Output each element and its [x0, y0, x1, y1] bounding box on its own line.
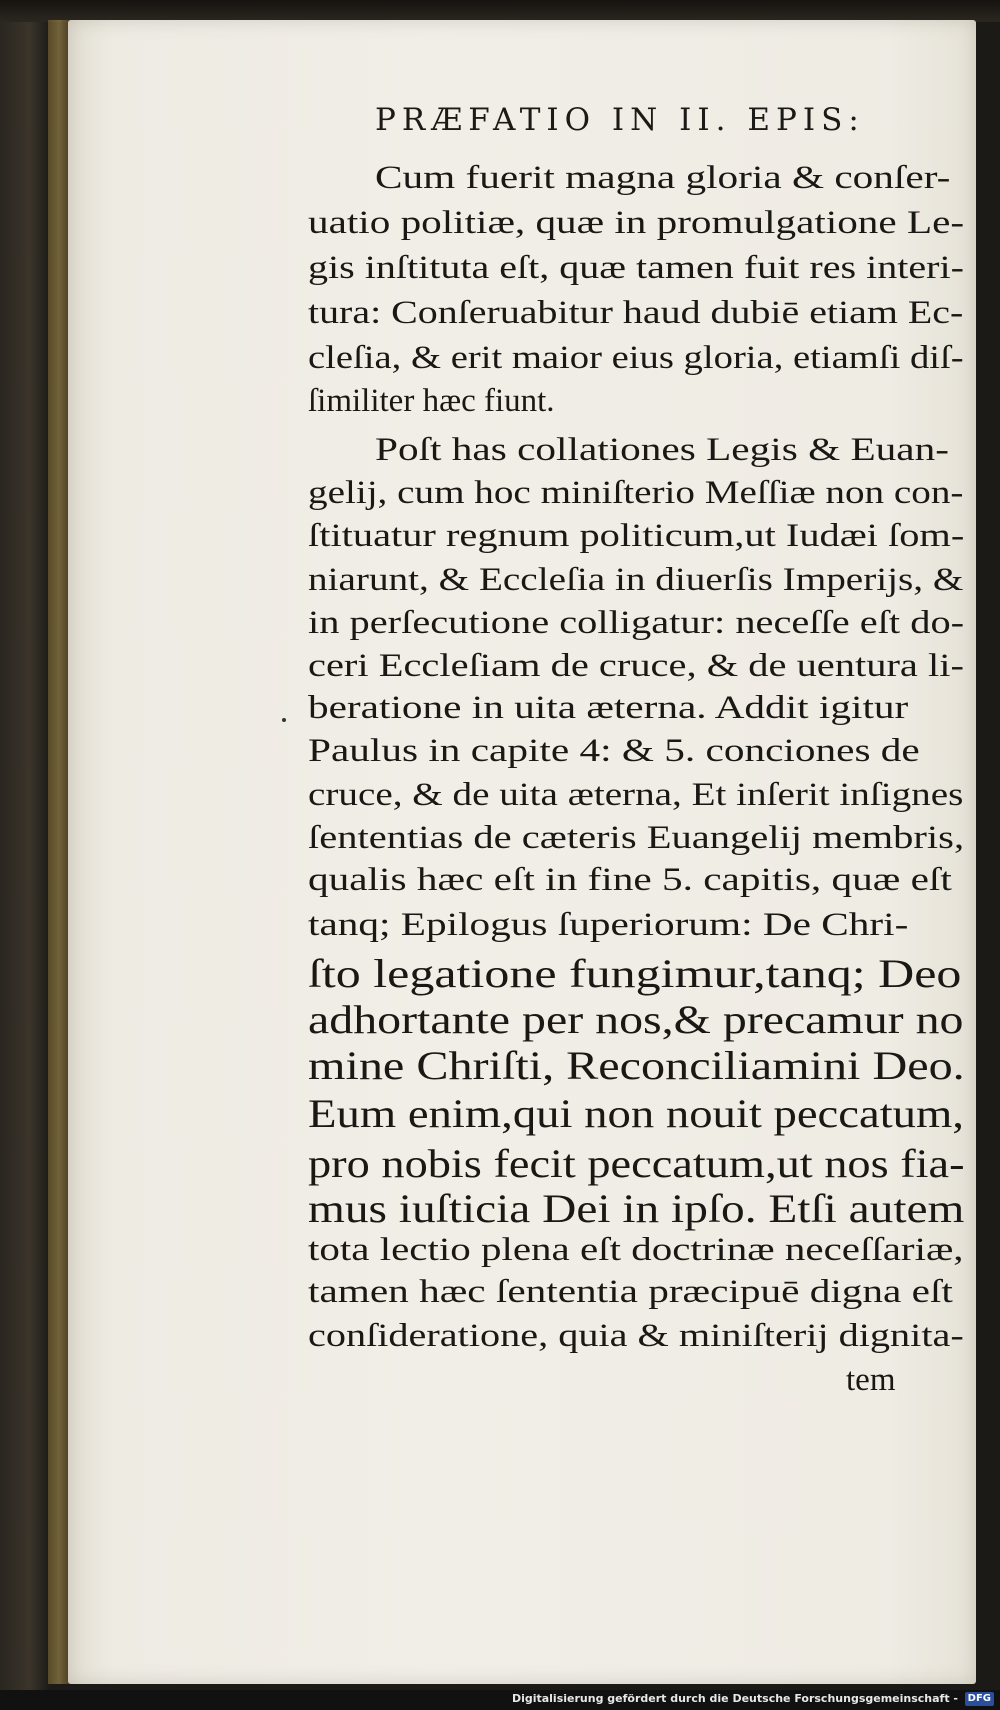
text-line: tura: Conſeruabitur haud dubiē etiam Ec- — [308, 295, 964, 331]
text-line: tamen hæc ſententia præcipuē digna eſt — [308, 1274, 953, 1310]
text-line: gelij, cum hoc miniſterio Meſſiæ non con- — [308, 475, 964, 511]
book-spine — [48, 20, 70, 1684]
text-line: tanq; Epilogus ſuperiorum: De Chri- — [308, 907, 909, 943]
text-line: beratione in uita æterna. Addit igitur — [308, 690, 909, 726]
text-line: ſto legatione fungimur,tanq; Deo — [308, 951, 962, 996]
text-line: conſideratione, quia & miniſterij dignita- — [308, 1318, 964, 1354]
footer-credit: Digitalisierung gefördert durch die Deutsche Forschungsgemeinschaft - — [511, 1692, 958, 1705]
text-line: qualis hæc eſt in fine 5. capitis, quæ eſt — [308, 862, 952, 898]
text-line: mus iuſticia Dei in ipſo. Etſi autem — [308, 1186, 965, 1231]
text-line: Paulus in capite 4: & 5. conciones de — [308, 733, 920, 769]
text-line: ſententias de cæteris Euangelij membris, — [308, 820, 965, 856]
ink-speck — [282, 718, 286, 722]
text-line: Cum fuerit magna gloria & conſer- — [375, 160, 951, 196]
text-line: ceri Eccleſiam de cruce, & de uentura li- — [308, 648, 964, 684]
text-line: tota lectio plena eſt doctrinæ neceſſariæ, — [308, 1232, 964, 1268]
text-line: gis inſtituta eſt, quæ tamen fuit res interi- — [308, 250, 964, 286]
dfg-logo: DFG — [965, 1692, 994, 1706]
text-line: adhortante per nos,& precamur no — [308, 997, 964, 1042]
text-line: niarunt, & Eccleſia in diuerſis Imperijs, & — [308, 562, 964, 598]
text-line: pro nobis fecit peccatum,ut nos fia- — [308, 1141, 965, 1186]
text-line: mine Chriſti, Reconciliamini Deo. — [308, 1043, 965, 1088]
text-line: ſtituatur regnum politicum,ut Iudæi ſom- — [308, 518, 965, 554]
text-line: in perſecutione colligatur: neceſſe eſt do- — [308, 605, 965, 641]
text-line: uatio politiæ, quæ in promulgatione Le- — [308, 205, 965, 241]
text-line: cleſia, & erit maior eius gloria, etiamſi diſ- — [308, 340, 964, 376]
book-top-edge — [0, 0, 1000, 22]
text-line: tem — [846, 1362, 896, 1398]
text-line: Eum enim,qui non nouit peccatum, — [308, 1091, 964, 1136]
text-line: ſimiliter hæc fiunt. — [308, 383, 555, 419]
text-line: cruce, & de uita æterna, Et inſerit inſignes — [308, 777, 964, 813]
text-line: Poſt has collationes Legis & Euan- — [375, 432, 949, 468]
running-head: PRÆFATIO IN II. EPIS: — [375, 102, 865, 138]
